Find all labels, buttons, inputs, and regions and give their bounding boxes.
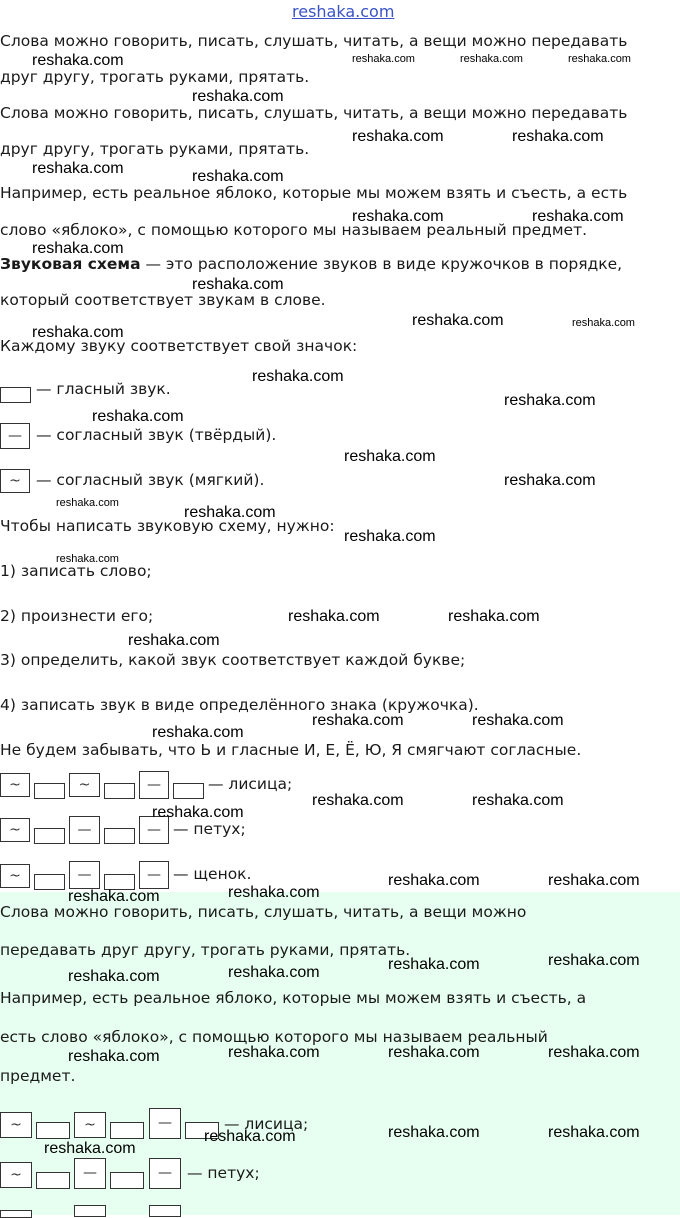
watermark: reshaka.com [128, 632, 220, 649]
watermark: reshaka.com [388, 872, 480, 889]
watermark: reshaka.com [572, 317, 635, 329]
paragraph-line: Каждому звуку соответствует свой значок: [0, 337, 358, 355]
watermark: reshaka.com [44, 1140, 136, 1157]
watermark: reshaka.com [288, 608, 380, 625]
watermark: reshaka.com [388, 1044, 480, 1061]
watermark: reshaka.com [312, 712, 404, 729]
watermark: reshaka.com [252, 368, 344, 385]
step-item: 2) произнести его; [0, 607, 154, 625]
paragraph-line: Например, есть реальное яблоко, которые мы можем взять и съесть, а есть [0, 184, 628, 202]
legend-hard-label: — согласный звук (твёрдый). [36, 426, 277, 444]
term-sound-scheme: Звуковая схема [0, 255, 141, 273]
step-item: 4) записать звук в виде определённого знака (кружочка). [0, 696, 479, 714]
answer-word-lisitsa: — лисица; [224, 1115, 309, 1133]
watermark: reshaka.com [68, 1048, 160, 1065]
answer-word-petukh: — петух; [187, 1164, 260, 1182]
watermark: reshaka.com [152, 724, 244, 741]
scheme-word-shchenok: — щенок. [173, 865, 252, 883]
answer-line: предмет. [0, 1067, 76, 1085]
watermark: reshaka.com [532, 208, 624, 225]
watermark: reshaka.com [344, 448, 436, 465]
watermark: reshaka.com [312, 792, 404, 809]
watermark: reshaka.com [460, 53, 523, 65]
watermark: reshaka.com [192, 88, 284, 105]
answer-panel: Слова можно говорить, писать, слушать, читать, а вещи можно передавать друг другу, трогать руками, прятать. Например, есть реальное яблоко, которые мы можем взять и съесть, а есть слово «яблоко», с помощью которого мы называем реальный предмет. ~ ~ — — лисица; ~ — — — петух; [0, 892, 680, 1215]
watermark: reshaka.com [228, 964, 320, 981]
watermark: reshaka.com [448, 608, 540, 625]
watermark: reshaka.com [92, 408, 184, 425]
paragraph-line: слово «яблоко», с помощью которого мы называем реальный предмет. [0, 221, 588, 239]
watermark: reshaka.com [568, 53, 631, 65]
watermark: reshaka.com [68, 888, 160, 905]
paragraph-line: Слова можно говорить, писать, слушать, читать, а вещи можно передавать [0, 104, 628, 122]
paragraph-line: друг другу, трогать руками, прятать. [0, 140, 310, 158]
answer-line: Слова можно говорить, писать, слушать, читать, а вещи можно [0, 903, 527, 921]
watermark: reshaka.com [32, 324, 124, 341]
watermark: reshaka.com [504, 392, 596, 409]
watermark: reshaka.com [352, 128, 444, 145]
watermark: reshaka.com [184, 504, 276, 521]
watermark: reshaka.com [228, 1044, 320, 1061]
watermark: reshaka.com [548, 1124, 640, 1141]
hard-consonant-symbol: — [0, 423, 30, 449]
watermark: reshaka.com [512, 128, 604, 145]
watermark: reshaka.com [548, 872, 640, 889]
watermark: reshaka.com [472, 792, 564, 809]
watermark: reshaka.com [228, 884, 320, 901]
watermark: reshaka.com [32, 240, 124, 257]
scheme-word-petukh: — петух; [173, 820, 246, 838]
answer-line: Например, есть реальное яблоко, которые мы можем взять и съесть, а [0, 989, 587, 1007]
watermark: reshaka.com [352, 53, 415, 65]
paragraph-line: который соответствует звукам в слове. [0, 291, 326, 309]
watermark: reshaka.com [192, 168, 284, 185]
paragraph-line: Слова можно говорить, писать, слушать, читать, а вещи можно передавать [0, 32, 628, 50]
paragraph-line: Чтобы написать звуковую схему, нужно: [0, 517, 335, 535]
watermark: reshaka.com [352, 208, 444, 225]
watermark: reshaka.com [56, 553, 119, 565]
step-item: 3) определить, какой звук соответствует каждой букве; [0, 651, 466, 669]
watermark: reshaka.com [32, 52, 124, 69]
definition-text: — это расположение звуков в виде кружочков в порядке, [140, 255, 623, 273]
site-header-link[interactable]: reshaka.com [292, 2, 395, 21]
paragraph-line: друг другу, трогать руками, прятать. [0, 68, 310, 86]
watermark: reshaka.com [32, 160, 124, 177]
watermark: reshaka.com [548, 952, 640, 969]
step-item: 1) записать слово; [0, 562, 152, 580]
answer-line: передавать друг другу, трогать руками, прятать. [0, 941, 411, 959]
watermark: reshaka.com [388, 1124, 480, 1141]
watermark: reshaka.com [152, 804, 244, 821]
watermark: reshaka.com [504, 472, 596, 489]
watermark: reshaka.com [344, 528, 436, 545]
paragraph-line: Не будем забывать, что Ь и гласные И, Е, Ё, Ю, Я смягчают согласные. [0, 741, 582, 759]
watermark: reshaka.com [68, 968, 160, 985]
watermark: reshaka.com [388, 956, 480, 973]
watermark: reshaka.com [192, 276, 284, 293]
legend-vowel-label: — гласный звук. [36, 380, 171, 398]
watermark: reshaka.com [412, 312, 504, 329]
watermark: reshaka.com [204, 1128, 296, 1145]
vowel-symbol [0, 387, 31, 403]
answer-line: есть слово «яблоко», с помощью которого мы называем реальный [0, 1028, 548, 1046]
soft-consonant-symbol: ~ [0, 469, 30, 493]
watermark: reshaka.com [56, 497, 119, 509]
watermark: reshaka.com [548, 1044, 640, 1061]
watermark: reshaka.com [472, 712, 564, 729]
legend-soft-label: — согласный звук (мягкий). [36, 471, 265, 489]
scheme-word-lisitsa: — лисица; [208, 775, 293, 793]
